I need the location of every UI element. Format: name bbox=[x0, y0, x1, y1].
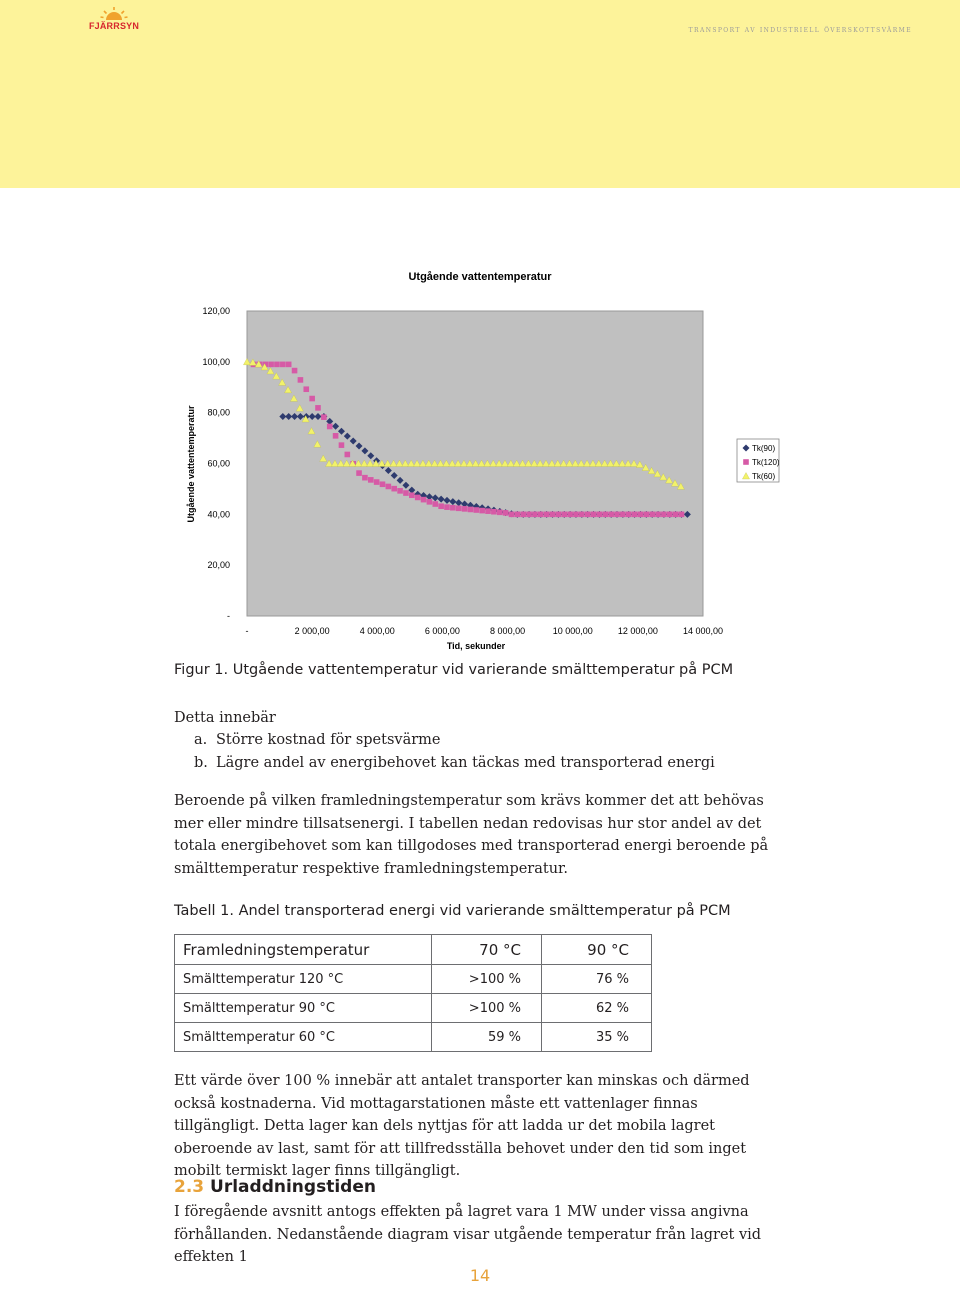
sun-icon bbox=[100, 6, 128, 22]
data-point bbox=[638, 512, 644, 518]
energy-share-table bbox=[174, 934, 652, 1052]
y-tick-label: 100,00 bbox=[202, 356, 230, 367]
data-point bbox=[503, 510, 509, 516]
data-point bbox=[579, 512, 585, 518]
table-cell: 76 % bbox=[542, 965, 652, 994]
consequence-list bbox=[174, 729, 715, 774]
data-point bbox=[597, 512, 603, 518]
data-point bbox=[468, 507, 474, 513]
data-point bbox=[620, 512, 626, 518]
page-number: 14 bbox=[469, 1266, 491, 1285]
data-point bbox=[655, 512, 661, 518]
data-point bbox=[362, 475, 368, 481]
section-heading bbox=[174, 1177, 376, 1197]
paragraph-2: Ett värde över 100 % innebär att antalet transporter kan minskas och därmed också kostnaderna. Vid mottagarstationen måste ett vattenlager finnas tillgängligt. Detta lager kan dels nyttjas för att ladda ur det mobila lagret oberoende av last, samt för att tillfredsställa behovet under den tid som inget mobilt termiskt lager finns tillgängligt. bbox=[174, 1073, 750, 1179]
table-row bbox=[175, 1023, 652, 1052]
data-point bbox=[391, 486, 397, 492]
x-ticks bbox=[246, 626, 724, 636]
data-point bbox=[415, 495, 421, 501]
table-caption: Tabell 1. Andel transporterad energi vid varierande smälttemperatur på PCM bbox=[174, 903, 731, 919]
data-point bbox=[345, 452, 351, 458]
data-point bbox=[667, 512, 673, 518]
table-cell: Smälttemperatur 60 °C bbox=[175, 1023, 432, 1052]
data-point bbox=[374, 479, 380, 485]
x-tick-label: 2 000,00 bbox=[294, 626, 330, 636]
data-point bbox=[573, 512, 579, 518]
data-point bbox=[479, 508, 485, 514]
data-point bbox=[515, 512, 521, 518]
data-point bbox=[309, 396, 315, 402]
data-point bbox=[544, 512, 550, 518]
temperature-chart bbox=[180, 262, 780, 662]
data-point bbox=[491, 509, 497, 515]
data-point bbox=[444, 504, 450, 510]
y-tick-label: 60,00 bbox=[207, 458, 230, 469]
data-point bbox=[497, 510, 503, 516]
y-tick-label: 120,00 bbox=[202, 306, 230, 316]
running-head: transport av industriell överskottsvärme bbox=[688, 25, 912, 34]
data-point bbox=[561, 512, 567, 518]
data-point bbox=[567, 512, 573, 518]
data-point bbox=[556, 512, 562, 518]
data-point bbox=[303, 386, 309, 392]
x-tick-label: 4 000,00 bbox=[359, 626, 395, 636]
section-title: Urladdningstiden bbox=[210, 1177, 376, 1197]
data-point bbox=[268, 362, 274, 368]
data-point bbox=[644, 512, 650, 518]
data-point bbox=[333, 433, 339, 439]
data-point bbox=[380, 481, 386, 487]
page-header bbox=[0, 0, 960, 188]
data-point bbox=[286, 362, 292, 368]
table-cell: Smälttemperatur 120 °C bbox=[175, 965, 432, 994]
data-point bbox=[550, 512, 556, 518]
data-point bbox=[432, 501, 438, 507]
data-point bbox=[614, 512, 620, 518]
data-point bbox=[661, 512, 667, 518]
x-tick-label: - bbox=[245, 626, 249, 636]
data-point bbox=[520, 512, 526, 518]
data-point bbox=[298, 377, 304, 383]
y-tick-label: 40,00 bbox=[207, 509, 230, 520]
chart-svg bbox=[180, 262, 780, 662]
x-tick-label: 12 000,00 bbox=[617, 626, 658, 636]
data-point bbox=[356, 470, 362, 476]
y-tick-label: 80,00 bbox=[207, 407, 230, 418]
list-item-text: Lägre andel av energibehovet kan täckas med transporterad energi bbox=[216, 754, 715, 771]
chart-legend bbox=[737, 439, 780, 482]
data-point bbox=[403, 490, 409, 496]
data-point bbox=[632, 512, 638, 518]
list-marker: a. bbox=[194, 732, 208, 748]
legend-label: Tk(120) bbox=[752, 458, 780, 467]
data-point bbox=[421, 497, 427, 503]
data-point bbox=[485, 508, 491, 514]
list-item-text: Större kostnad för spetsvärme bbox=[216, 732, 441, 748]
chart-title: Utgående vattentemperatur bbox=[408, 271, 552, 283]
table-row bbox=[175, 994, 652, 1023]
header-cell: Framledningstemperatur bbox=[175, 935, 432, 965]
table-cell: 59 % bbox=[432, 1023, 542, 1052]
y-ticks bbox=[202, 306, 230, 621]
data-point bbox=[368, 477, 374, 483]
data-point bbox=[591, 512, 597, 518]
x-tick-label: 8 000,00 bbox=[490, 626, 526, 636]
y-tick-label: 20,00 bbox=[207, 560, 230, 571]
legend-label: Tk(90) bbox=[752, 444, 776, 453]
section-number: 2.3 bbox=[174, 1177, 205, 1197]
data-point bbox=[585, 512, 591, 518]
x-tick-label: 6 000,00 bbox=[424, 626, 460, 636]
data-point bbox=[608, 512, 614, 518]
table-cell: Smälttemperatur 90 °C bbox=[175, 994, 432, 1023]
data-point bbox=[462, 506, 468, 512]
paragraph-3: I föregående avsnitt antogs effekten på lagret vara 1 MW under vissa angivna förhållanden. Nedanstående diagram visar utgående temperatur från lagret vid effekten 1 bbox=[174, 1204, 762, 1265]
data-point bbox=[450, 505, 456, 511]
x-tick-label: 10 000,00 bbox=[552, 626, 593, 636]
figure-caption: Figur 1. Utgående vattentemperatur vid varierande smälttemperatur på PCM bbox=[174, 662, 734, 678]
data-point bbox=[274, 362, 280, 368]
paragraph-1: Beroende på vilken framledningstemperatur som krävs kommer det att behövas mer eller mindre tillsatsenergi. I tabellen nedan redovisas hur stor andel av det totala energibehovet som kan tillgodoses med transporterad energi beroende på smälttemperatur respektive framledningstemperatur. bbox=[174, 793, 769, 877]
table-cell: 62 % bbox=[542, 994, 652, 1023]
data-point bbox=[339, 442, 345, 448]
data-point bbox=[474, 507, 480, 513]
y-tick-label: - bbox=[227, 611, 230, 621]
legend-marker bbox=[743, 459, 749, 465]
data-point bbox=[409, 492, 415, 498]
list-marker: b. bbox=[194, 754, 208, 771]
legend-label: Tk(60) bbox=[752, 472, 776, 481]
header-cell: 90 °C bbox=[542, 935, 652, 965]
data-point bbox=[626, 512, 632, 518]
data-point bbox=[386, 484, 392, 490]
data-point bbox=[315, 405, 321, 411]
data-point bbox=[602, 512, 608, 518]
data-point bbox=[280, 362, 286, 368]
data-point bbox=[456, 505, 462, 511]
data-point bbox=[673, 512, 679, 518]
list-item bbox=[174, 752, 715, 775]
data-point bbox=[397, 488, 403, 494]
data-point bbox=[649, 512, 655, 518]
data-point bbox=[321, 414, 327, 420]
data-point bbox=[509, 512, 515, 518]
table-row bbox=[175, 965, 652, 994]
intro-text: Detta innebär bbox=[174, 710, 276, 726]
data-point bbox=[438, 503, 444, 509]
logo-text: FJÄRRSYN bbox=[88, 21, 140, 31]
table-cell: >100 % bbox=[432, 965, 542, 994]
table-cell: >100 % bbox=[432, 994, 542, 1023]
list-item bbox=[174, 729, 715, 752]
data-point bbox=[679, 512, 685, 518]
data-point bbox=[327, 424, 333, 430]
data-point bbox=[427, 499, 433, 505]
x-axis-label: Tid, sekunder bbox=[446, 641, 506, 651]
y-axis-label: Utgående vattentemperatur bbox=[186, 405, 196, 523]
header-cell: 70 °C bbox=[432, 935, 542, 965]
fjarrsyn-logo bbox=[86, 6, 142, 36]
x-tick-label: 14 000,00 bbox=[682, 626, 724, 636]
table-header-row bbox=[175, 935, 652, 965]
data-point bbox=[532, 512, 538, 518]
table-cell: 35 % bbox=[542, 1023, 652, 1052]
data-point bbox=[292, 368, 298, 374]
data-point bbox=[538, 512, 544, 518]
data-point bbox=[526, 512, 532, 518]
